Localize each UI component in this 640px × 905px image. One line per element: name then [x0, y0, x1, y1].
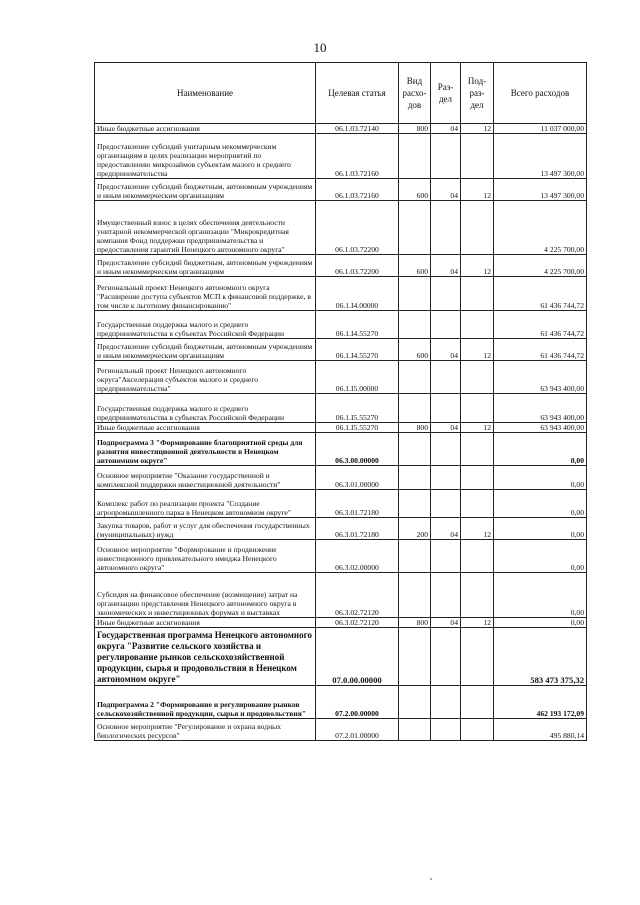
budget-table: [94, 62, 587, 741]
row-section: [431, 540, 461, 573]
row-expense-type: 600: [399, 339, 431, 361]
table-row: [95, 466, 587, 490]
table-row: [95, 518, 587, 540]
row-name: Иные бюджетные ассигнования: [95, 423, 316, 433]
table-row: [95, 423, 587, 433]
row-expense-type: [399, 311, 431, 339]
row-expense-type: [399, 540, 431, 573]
table-row: [95, 394, 587, 423]
row-expense-type: [399, 361, 431, 394]
row-name: Государственная поддержка малого и среднего предпринимательства в субъектах Российской Федерации: [95, 394, 316, 423]
row-target-code: 06.3.02.72120: [316, 618, 399, 628]
row-total: 0,00: [494, 466, 587, 490]
row-expense-type: [399, 433, 431, 466]
row-subsection: 12: [461, 339, 494, 361]
header-section: Раз-дел: [431, 63, 461, 124]
row-expense-type: [399, 573, 431, 618]
row-total: 0,00: [494, 518, 587, 540]
row-target-code: 06.3.02.72120: [316, 573, 399, 618]
row-target-code: 07.2.00.00000: [316, 686, 399, 719]
row-total: 61 436 744,72: [494, 311, 587, 339]
row-total: 0,00: [494, 433, 587, 466]
row-name: Предоставление субсидий бюджетным, автономным учреждениям и иным некоммерческим организациям: [95, 179, 316, 201]
row-section: [431, 394, 461, 423]
row-section: [431, 719, 461, 741]
row-expense-type: [399, 490, 431, 518]
table-row: [95, 134, 587, 179]
row-name: Государственная программа Ненецкого автономного округа "Развитие сельского хозяйства и регулирование рынков сельскохозяйственной продукции, сырья и продовольствия в Ненецком автономном округе": [95, 628, 316, 686]
row-target-code: 06.3.01.72180: [316, 490, 399, 518]
row-total: 61 436 744,72: [494, 277, 587, 311]
row-name: Подпрограмма 3 "Формирование благоприятной среды для развития инвестиционной деятельности в Ненецком автономном округе": [95, 433, 316, 466]
row-expense-type: 200: [399, 518, 431, 540]
row-expense-type: [399, 394, 431, 423]
row-name: Комплекс работ по реализации проекта "Создание агропромышленного парка в Ненецком автономном округе": [95, 490, 316, 518]
row-section: 04: [431, 124, 461, 134]
row-expense-type: 600: [399, 255, 431, 277]
row-target-code: 06.3.01.72180: [316, 518, 399, 540]
row-target-code: 06.1.I5.55270: [316, 394, 399, 423]
table-row: [95, 540, 587, 573]
table-row: [95, 618, 587, 628]
row-total: 13 497 300,00: [494, 179, 587, 201]
row-target-code: 06.1.03.72200: [316, 201, 399, 255]
row-name: Региональный проект Ненецкого автономного округа "Расширение доступа субъектов МСП к финансовой поддержке, в том числе к льготному финансированию": [95, 277, 316, 311]
row-total: 4 225 700,00: [494, 201, 587, 255]
row-section: 04: [431, 255, 461, 277]
header-target: Целевая статья: [316, 63, 399, 124]
row-expense-type: 800: [399, 124, 431, 134]
row-total: 4 225 700,00: [494, 255, 587, 277]
row-section: 04: [431, 179, 461, 201]
row-expense-type: [399, 277, 431, 311]
row-total: 63 943 400,00: [494, 361, 587, 394]
table-row: [95, 124, 587, 134]
row-section: [431, 490, 461, 518]
table-row: [95, 686, 587, 719]
row-target-code: 06.3.02.00000: [316, 540, 399, 573]
row-expense-type: [399, 466, 431, 490]
row-name: Предоставление субсидий унитарным некоммерческим организациям в целях реализации мероприятий по предоставлению микрозаймов субъектам малого и среднего предпринимательства: [95, 134, 316, 179]
row-section: 04: [431, 518, 461, 540]
row-total: 61 436 744,72: [494, 339, 587, 361]
row-target-code: 06.1.03.72160: [316, 134, 399, 179]
row-total: 0,00: [494, 618, 587, 628]
row-subsection: [461, 361, 494, 394]
row-total: 0,00: [494, 490, 587, 518]
row-name: Государственная поддержка малого и среднего предпринимательства в субъектах Российской Федерации: [95, 311, 316, 339]
table-row: [95, 490, 587, 518]
row-expense-type: [399, 134, 431, 179]
row-target-code: 06.1.03.72200: [316, 255, 399, 277]
table-header: [95, 63, 587, 124]
row-name: Иные бюджетные ассигнования: [95, 124, 316, 134]
row-name: Основное мероприятие "Формирование и продвижение инвестиционного привлекательного имиджа Ненецкого автономного округа": [95, 540, 316, 573]
table-row: [95, 628, 587, 686]
row-name: Закупка товаров, работ и услуг для обеспечения государственных (муниципальных) нужд: [95, 518, 316, 540]
row-target-code: 07.2.01.00000: [316, 719, 399, 741]
row-target-code: 06.1.03.72160: [316, 179, 399, 201]
row-target-code: 06.1.I4.55270: [316, 311, 399, 339]
row-name: Имущественный взнос в целях обеспечения деятельности унитарной некоммерческой организации "Микрокредитная компания Фонд поддержки предпринимательства и предоставления гарантий Ненецкого автономного округа": [95, 201, 316, 255]
row-target-code: 06.1.I5.55270: [316, 423, 399, 433]
header-type: Вид расхо-дов: [399, 63, 431, 124]
table-row: [95, 433, 587, 466]
row-subsection: [461, 433, 494, 466]
row-total: 0,00: [494, 540, 587, 573]
row-subsection: 12: [461, 423, 494, 433]
row-section: [431, 573, 461, 618]
table-row: [95, 573, 587, 618]
row-subsection: 12: [461, 179, 494, 201]
row-name: Подпрограмма 2 "Формирование и регулирование рынков сельскохозяйственной продукции, сырья и продовольствия": [95, 686, 316, 719]
row-name: Основное мероприятие "Оказание государственной и комплексной поддержки инвестиционной деятельности": [95, 466, 316, 490]
row-subsection: [461, 311, 494, 339]
row-total: 0,00: [494, 573, 587, 618]
table-row: [95, 179, 587, 201]
row-total: 11 037 000,00: [494, 124, 587, 134]
row-subsection: [461, 277, 494, 311]
row-section: [431, 134, 461, 179]
row-expense-type: [399, 201, 431, 255]
row-target-code: 06.1.I4.00000: [316, 277, 399, 311]
row-subsection: 12: [461, 124, 494, 134]
table-row: [95, 339, 587, 361]
row-section: [431, 277, 461, 311]
row-target-code: 06.1.I5.00000: [316, 361, 399, 394]
row-subsection: [461, 466, 494, 490]
row-expense-type: [399, 686, 431, 719]
row-target-code: 06.1.03.72140: [316, 124, 399, 134]
page-number: 10: [313, 40, 327, 55]
row-name: Субсидия на финансовое обеспечение (возмещение) затрат на организацию представления Ненецкого автономного округа в экономических и инвестиционных форумах и выставках: [95, 573, 316, 618]
row-section: 04: [431, 423, 461, 433]
row-expense-type: [399, 628, 431, 686]
row-subsection: 12: [461, 618, 494, 628]
table-row: [95, 277, 587, 311]
row-total: 63 943 400,00: [494, 394, 587, 423]
row-section: [431, 201, 461, 255]
row-section: [431, 686, 461, 719]
row-subsection: [461, 394, 494, 423]
row-section: [431, 433, 461, 466]
row-expense-type: 600: [399, 179, 431, 201]
table-row: [95, 719, 587, 741]
row-section: 04: [431, 339, 461, 361]
row-section: 04: [431, 618, 461, 628]
row-subsection: [461, 540, 494, 573]
row-subsection: 12: [461, 255, 494, 277]
row-total: 63 943 400,00: [494, 423, 587, 433]
row-name: Основное мероприятие "Регулирование и охрана водных биологических ресурсов": [95, 719, 316, 741]
row-section: [431, 628, 461, 686]
row-total: 13 497 300,00: [494, 134, 587, 179]
row-total: 462 193 172,09: [494, 686, 587, 719]
row-name: Предоставление субсидий бюджетным, автономным учреждениям и иным некоммерческим организациям: [95, 339, 316, 361]
header-total: Всего расходов: [494, 63, 587, 124]
row-section: [431, 361, 461, 394]
row-name: Предоставление субсидий бюджетным, автономным учреждениям и иным некоммерческим организациям: [95, 255, 316, 277]
row-target-code: 06.3.01.00000: [316, 466, 399, 490]
row-section: [431, 311, 461, 339]
row-total: 583 473 375,32: [494, 628, 587, 686]
row-subsection: [461, 686, 494, 719]
table-row: [95, 361, 587, 394]
row-target-code: 06.3.00.00000: [316, 433, 399, 466]
row-target-code: 07.0.00.00000: [316, 628, 399, 686]
row-name: Региональный проект Ненецкого автономного округа"Акселерация субъектов малого и среднего предпринимательства": [95, 361, 316, 394]
row-total: 495 880,14: [494, 719, 587, 741]
table-row: [95, 255, 587, 277]
header-name: Наименование: [95, 63, 316, 124]
scan-speck: [430, 878, 432, 880]
row-expense-type: 800: [399, 423, 431, 433]
row-expense-type: [399, 719, 431, 741]
row-subsection: 12: [461, 518, 494, 540]
row-subsection: [461, 134, 494, 179]
row-name: Иные бюджетные ассигнования: [95, 618, 316, 628]
table-row: [95, 311, 587, 339]
row-subsection: [461, 719, 494, 741]
row-section: [431, 466, 461, 490]
row-expense-type: 800: [399, 618, 431, 628]
row-subsection: [461, 628, 494, 686]
row-subsection: [461, 573, 494, 618]
table-row: [95, 201, 587, 255]
row-subsection: [461, 490, 494, 518]
row-subsection: [461, 201, 494, 255]
header-subsection: Под-раз-дел: [461, 63, 494, 124]
row-target-code: 06.1.I4.55270: [316, 339, 399, 361]
